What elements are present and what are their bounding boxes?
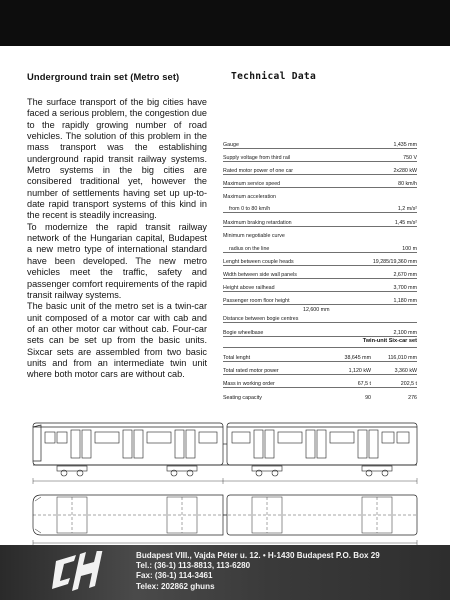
spec-label: Gauge bbox=[223, 141, 239, 148]
spec-row bbox=[223, 292, 417, 305]
spec-value: 750 V bbox=[403, 154, 417, 161]
summary-row bbox=[223, 388, 417, 401]
paragraph: The basic unit of the metro set is a twin-car unit composed of a motor car with cab and of an other motor car without cab. Four-car sets can be set up from the basic units. Sixcar sets are assembled from two basic units and from an intermediate twin unit where both motor cars are without cab. bbox=[27, 301, 207, 380]
summary-row bbox=[223, 375, 417, 388]
summary-label: Seating capacity bbox=[223, 394, 262, 401]
top-black-band bbox=[0, 0, 450, 46]
spec-label: radius on the line bbox=[229, 245, 270, 252]
spec-row bbox=[223, 305, 417, 323]
spec-row bbox=[223, 137, 417, 149]
spec-label: Maximum acceleration bbox=[223, 193, 276, 200]
address-line: Budapest VIII., Vajda Péter u. 12. • H-1430 Budapest P.O. Box 29 bbox=[136, 551, 380, 560]
spec-value: 2,670 mm bbox=[393, 271, 417, 278]
spec-row bbox=[223, 200, 417, 213]
spec-value: 1,180 mm bbox=[393, 297, 417, 304]
spec-label: Maximum braking retardation bbox=[223, 219, 292, 226]
spec-row bbox=[223, 149, 417, 162]
spec-value: 2,100 mm bbox=[393, 329, 417, 336]
side-view-car-2 bbox=[227, 423, 417, 465]
summary-header: Twin-unit Six-car set bbox=[223, 337, 417, 348]
six-car-value: 3,360 kW bbox=[394, 367, 417, 374]
spec-row bbox=[223, 323, 417, 337]
spec-row bbox=[223, 239, 417, 253]
summary-row bbox=[223, 362, 417, 375]
paragraph: The surface transport of the big cities have faced a serious problem, the congestion due to the rapidly growing number of road vehicles. The solution of this problem in the mass transport was the establishing underground rapid transit railway systems. Metro systems in the big cities are consibered traditional yet, however the number of settlements having set up up-to-date rapid transport systems of this kind in the recent is steadily increasing. bbox=[27, 97, 207, 221]
spec-label: from 0 to 80 km/h bbox=[229, 205, 271, 212]
spec-value: 1,2 m/s² bbox=[397, 205, 417, 212]
metro-train-technical-drawing bbox=[27, 413, 422, 553]
spec-value: 3,700 mm bbox=[393, 284, 417, 291]
spec-row bbox=[223, 279, 417, 292]
spec-label: Passenger room floor height bbox=[223, 297, 290, 304]
spec-row bbox=[223, 175, 417, 188]
article-body bbox=[27, 97, 207, 381]
spec-label: Supply voltage from third rail bbox=[223, 154, 291, 161]
phone-line: Tel.: (36-1) 113-8813, 113-6280 bbox=[136, 561, 251, 571]
spec-value: 80 km/h bbox=[398, 180, 417, 187]
spec-label: Minimum negotiable curve bbox=[223, 232, 285, 239]
company-logo bbox=[50, 551, 112, 593]
spec-table bbox=[223, 137, 417, 401]
telex-line: Telex: 202862 ghuns bbox=[136, 581, 215, 591]
twin-unit-value: 90 bbox=[365, 394, 371, 401]
spec-row bbox=[223, 213, 417, 227]
spec-label: Lenght between couple heads bbox=[223, 258, 294, 265]
summary-row bbox=[223, 348, 417, 362]
spec-value: 19,285/19,360 mm bbox=[372, 258, 417, 265]
spec-value: 12,600 mm bbox=[303, 307, 330, 313]
spec-label: Maximum service speed bbox=[223, 180, 281, 187]
spec-value: 2x280 kW bbox=[393, 167, 417, 174]
spec-value: 100 m bbox=[402, 245, 417, 252]
spec-label: Rated motor power of one car bbox=[223, 167, 294, 174]
spec-row bbox=[223, 162, 417, 175]
technical-data-heading: Technical Data bbox=[231, 71, 317, 82]
summary-label: Mass in working order bbox=[223, 380, 275, 387]
twin-unit-value: 67,5 t bbox=[357, 380, 371, 387]
spec-label: Distance between bogie centres bbox=[223, 315, 299, 322]
paragraph: To modernize the rapid transit railway network of the Hungarian capital, Budapest a new metro type of international standard have been developed. The new metro vehicles meet the traffic, safety and passenger comfort requirements of the rapid transit railway systems. bbox=[27, 221, 207, 300]
fax-line: Fax: (36-1) 114-3461 bbox=[136, 571, 213, 581]
summary-label: Total lenght bbox=[223, 354, 251, 361]
six-car-value: 116,010 mm bbox=[387, 354, 417, 361]
spec-row bbox=[223, 188, 417, 200]
side-view-car-1 bbox=[33, 423, 223, 465]
twin-unit-value: 1,120 kW bbox=[348, 367, 371, 374]
spec-row bbox=[223, 253, 417, 266]
spec-value: 1,435 mm bbox=[393, 141, 417, 148]
spec-label: Bogie wheelbase bbox=[223, 329, 264, 336]
six-car-value: 202,5 t bbox=[400, 380, 417, 387]
spec-row bbox=[223, 227, 417, 239]
spec-label: Height above railhead bbox=[223, 284, 275, 291]
six-car-value: 276 bbox=[408, 394, 417, 401]
spec-value: 1,45 m/s² bbox=[394, 219, 417, 226]
spec-label: Width between side wall panels bbox=[223, 271, 297, 278]
article-heading: Underground train set (Metro set) bbox=[27, 71, 180, 82]
contact-address bbox=[136, 551, 380, 592]
summary-label: Total rated motor power bbox=[223, 367, 279, 374]
twin-unit-value: 38,645 mm bbox=[344, 354, 371, 361]
spec-row bbox=[223, 266, 417, 279]
